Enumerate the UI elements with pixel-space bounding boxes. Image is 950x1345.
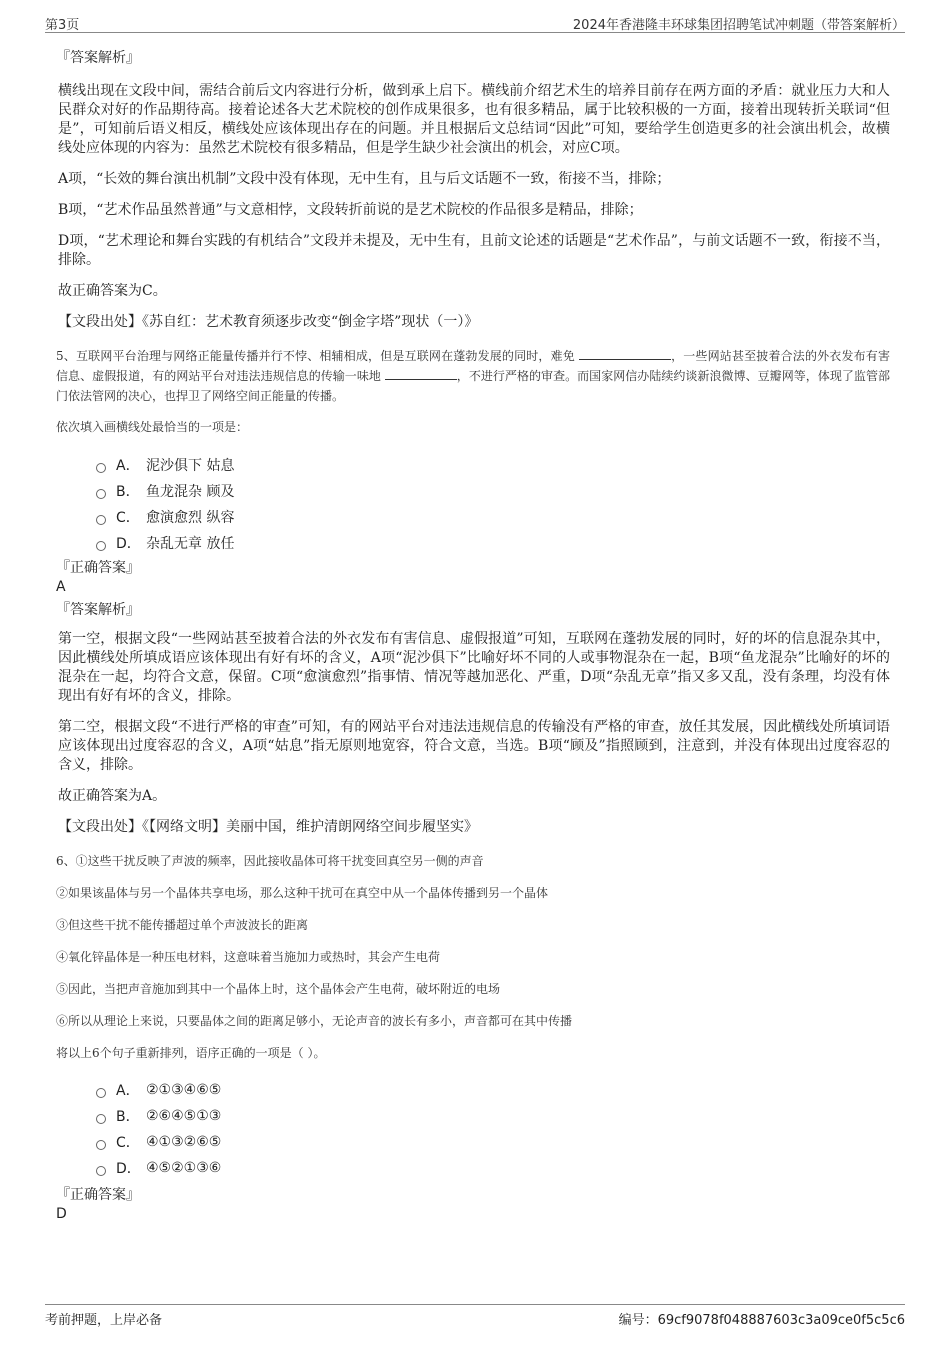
q6-prompt: 将以上6个句子重新排列，语序正确的一项是（ ）。 xyxy=(56,1046,326,1060)
q5-blank-1 xyxy=(579,346,671,360)
q4-analysis-p2: A项，“长效的舞台演出机制”文段中没有体现，无中生有，且与后文话题不一致，衔接不当，排除； xyxy=(58,171,671,187)
q5-option-a[interactable]: A． 泥沙俱下 姑息 xyxy=(96,452,890,478)
radio-icon[interactable] xyxy=(96,1166,106,1176)
q5-options xyxy=(56,452,890,556)
radio-icon[interactable] xyxy=(96,463,106,473)
radio-icon[interactable] xyxy=(96,541,106,551)
q6-answer: D xyxy=(56,1206,67,1222)
q6-answer-label: 『正确答案』 xyxy=(56,1187,140,1203)
q5-option-d[interactable]: D． 杂乱无章 放任 xyxy=(96,530,890,556)
q6-sentence-4: ④氧化锌晶体是一种压电材料，这意味着当施加力或热时，其会产生电荷 xyxy=(56,950,441,964)
q5-blank-2 xyxy=(385,366,457,380)
q5-option-b[interactable]: B． 鱼龙混杂 顾及 xyxy=(96,478,890,504)
q4-conclusion: 故正确答案为C。 xyxy=(58,283,167,299)
q5-analysis-label: 『答案解析』 xyxy=(56,602,140,618)
q5-analysis-p2: 第二空，根据文段“不进行严格的审查”可知，有的网站平台对违法违规信息的传输没有严格的审查，放任其发展，因此横线处所填词语应该体现出过度容忍的含义，A项“姑息”指无原则地宽容，符合文意，当选。B项“顾及”指照顾到，注意到，并没有体现出过度容忍的含义，排除。 xyxy=(58,719,890,773)
q4-analysis-p3: B项，“艺术作品虽然普通”与文意相悖，文段转折前说的是艺术院校的作品很多是精品，排除； xyxy=(58,202,643,218)
q6-sentence-5: ⑤因此，当把声音施加到其中一个晶体上时，这个晶体会产生电荷，破坏附近的电场 xyxy=(56,982,501,996)
q6-sentence-3: ③但这些干扰不能传播超过单个声波波长的距离 xyxy=(56,918,309,932)
q5-conclusion: 故正确答案为A。 xyxy=(58,788,167,804)
q6-options xyxy=(56,1077,890,1181)
page-header xyxy=(45,10,905,33)
q6-sentence-6: ⑥所以从理论上来说，只要晶体之间的距离足够小，无论声音的波长有多小，声音都可在其中传播 xyxy=(56,1014,573,1028)
q5-option-c[interactable]: C． 愈演愈烈 纵容 xyxy=(96,504,890,530)
q5-stem: 5、互联网平台治理与网络正能量传播并行不悖、相辅相成，但是互联网在蓬勃发展的同时，难免 ，一些网站甚至披着合法的外衣发布有害信息、虚假报道，有的网站平台对违法违规信息的传输一味地 ，不进行严格的审查。而国家网信办陆续约谈新浪微博、豆瓣网等，体现了监管部门依法管网的决心，也捍卫了网络空间正能量的传播。 xyxy=(56,346,890,406)
radio-icon[interactable] xyxy=(96,1140,106,1150)
radio-icon[interactable] xyxy=(96,1114,106,1124)
q5-prompt: 依次填入画横线处最恰当的一项是： xyxy=(56,420,249,434)
q5-analysis-p1: 第一空，根据文段“一些网站甚至披着合法的外衣发布有害信息、虚假报道”可知，互联网在蓬勃发展的同时，好的坏的信息混杂其中，因此横线处所填成语应该体现出有好有坏的含义，A项“泥沙俱下”比喻好坏不同的人或事物混杂在一起，B项“鱼龙混杂”比喻好的坏的混杂在一起，均符合文意，保留。C项“愈演愈烈”指事情、情况等越加恶化、严重，D项“杂乱无章”指又多又乱，没有条理，均没有体现出有好有坏的含义，排除。 xyxy=(58,631,890,704)
q6-option-c[interactable]: C． ④①③②⑥⑤ xyxy=(96,1129,890,1155)
q5-answer-label: 『正确答案』 xyxy=(56,560,140,576)
q4-analysis-p1: 横线出现在文段中间，需结合前后文内容进行分析，做到承上启下。横线前介绍艺术生的培养目前存在两方面的矛盾：就业压力大和人民群众对好的作品期待高。接着论述各大艺术院校的创作成果很多，也有很多精品，属于比较积极的一方面，接着出现转折关联词“但是”，可知前后语义相反，横线处应该体现出存在的问题。并且根据后文总结词“因此”可知，要给学生创造更多的社会演出机会，故横线处应体现的内容为：虽然艺术院校有很多精品，但是学生缺少社会演出的机会，对应C项。 xyxy=(58,83,890,156)
radio-icon[interactable] xyxy=(96,489,106,499)
document-id: 编号：69cf9078f048887603c3a09ce0f5c5c6 xyxy=(618,1313,905,1328)
page-content xyxy=(56,44,890,1223)
q4-analysis-p4: D项，“艺术理论和舞台实践的有机结合”文段并未提及，无中生有，且前文论述的话题是“艺术作品”，与前文话题不一致，衔接不当，排除。 xyxy=(58,233,890,268)
q6-sentence-1: 6、①这些干扰反映了声波的频率，因此接收晶体可将干扰变回真空另一侧的声音 xyxy=(56,854,484,868)
q4-source: 【文段出处】《苏自红：艺术教育须逐步改变“倒金字塔”现状（一）》 xyxy=(58,314,479,330)
radio-icon[interactable] xyxy=(96,1088,106,1098)
q6-option-b[interactable]: B． ②⑥④⑤①③ xyxy=(96,1103,890,1129)
q5-answer: A xyxy=(56,579,66,595)
page-number: 第3页 xyxy=(45,18,80,33)
radio-icon[interactable] xyxy=(96,515,106,525)
q6-sentences xyxy=(56,845,890,1069)
q6-sentence-2: ②如果该晶体与另一个晶体共享电场，那么这种干扰可在真空中从一个晶体传播到另一个晶体 xyxy=(56,886,549,900)
q6-option-a[interactable]: A． ②①③④⑥⑤ xyxy=(96,1077,890,1103)
page-footer xyxy=(45,1304,905,1328)
q5-source: 【文段出处】《【网络文明】美丽中国，维护清朗网络空间步履坚实》 xyxy=(58,819,478,835)
footer-slogan: 考前押题，上岸必备 xyxy=(45,1313,163,1328)
q6-option-d[interactable]: D． ④⑤②①③⑥ xyxy=(96,1155,890,1181)
q4-analysis-label: 『答案解析』 xyxy=(56,50,140,66)
document-title: 2024年香港隆丰环球集团招聘笔试冲刺题（带答案解析） xyxy=(572,18,905,33)
